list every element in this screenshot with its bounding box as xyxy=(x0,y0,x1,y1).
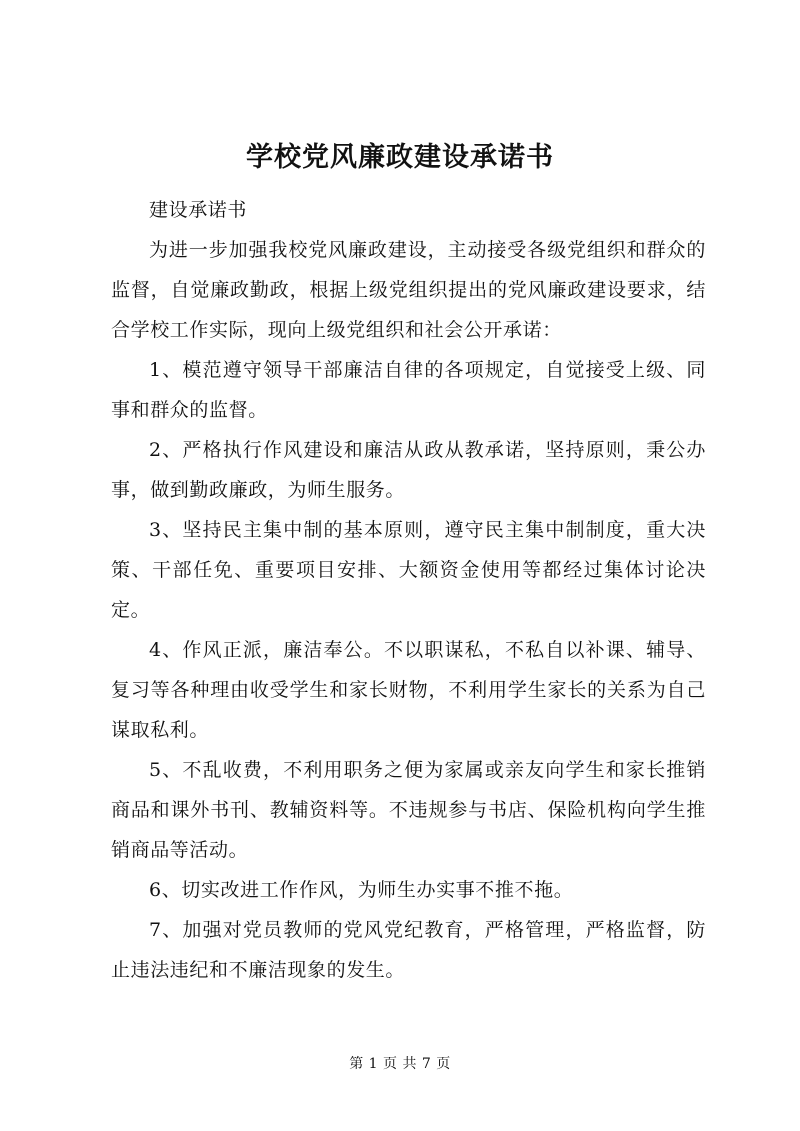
commitment-item-3: 3、坚持民主集中制的基本原则，遵守民主集中制制度，重大决策、干部任免、重要项目安排、大额资金使用等都经过集体讨论决定。 xyxy=(111,519,706,621)
page-footer: 第 1 页 共 7 页 xyxy=(349,1056,451,1072)
commitment-item-7: 7、加强对党员教师的党风党纪教育，严格管理，严格监督，防止违法违纪和不廉洁现象的发生。 xyxy=(111,919,706,981)
document-body xyxy=(111,190,706,990)
subtitle-paragraph: 建设承诺书 xyxy=(149,199,248,221)
document-title: 学校党风廉政建设承诺书 xyxy=(246,142,554,173)
commitment-item-6: 6、切实改进工作作风，为师生办实事不推不拖。 xyxy=(149,879,574,901)
intro-paragraph: 为进一步加强我校党风廉政建设，主动接受各级党组织和群众的监督，自觉廉政勤政，根据上级党组织提出的党风廉政建设要求，结合学校工作实际，现向上级党组织和社会公开承诺： xyxy=(111,239,706,341)
commitment-item-2: 2、严格执行作风建设和廉洁从政从教承诺，坚持原则，秉公办事，做到勤政廉政，为师生服务。 xyxy=(111,439,706,501)
commitment-item-5: 5、不乱收费，不利用职务之便为家属或亲友向学生和家长推销商品和课外书刊、教辅资料等。不违规参与书店、保险机构向学生推销商品等活动。 xyxy=(111,759,706,861)
commitment-item-4: 4、作风正派，廉洁奉公。不以职谋私，不私自以补课、辅导、复习等各种理由收受学生和家长财物，不利用学生家长的关系为自己谋取私利。 xyxy=(111,639,706,741)
commitment-item-1: 1、模范遵守领导干部廉洁自律的各项规定，自觉接受上级、同事和群众的监督。 xyxy=(111,359,706,421)
